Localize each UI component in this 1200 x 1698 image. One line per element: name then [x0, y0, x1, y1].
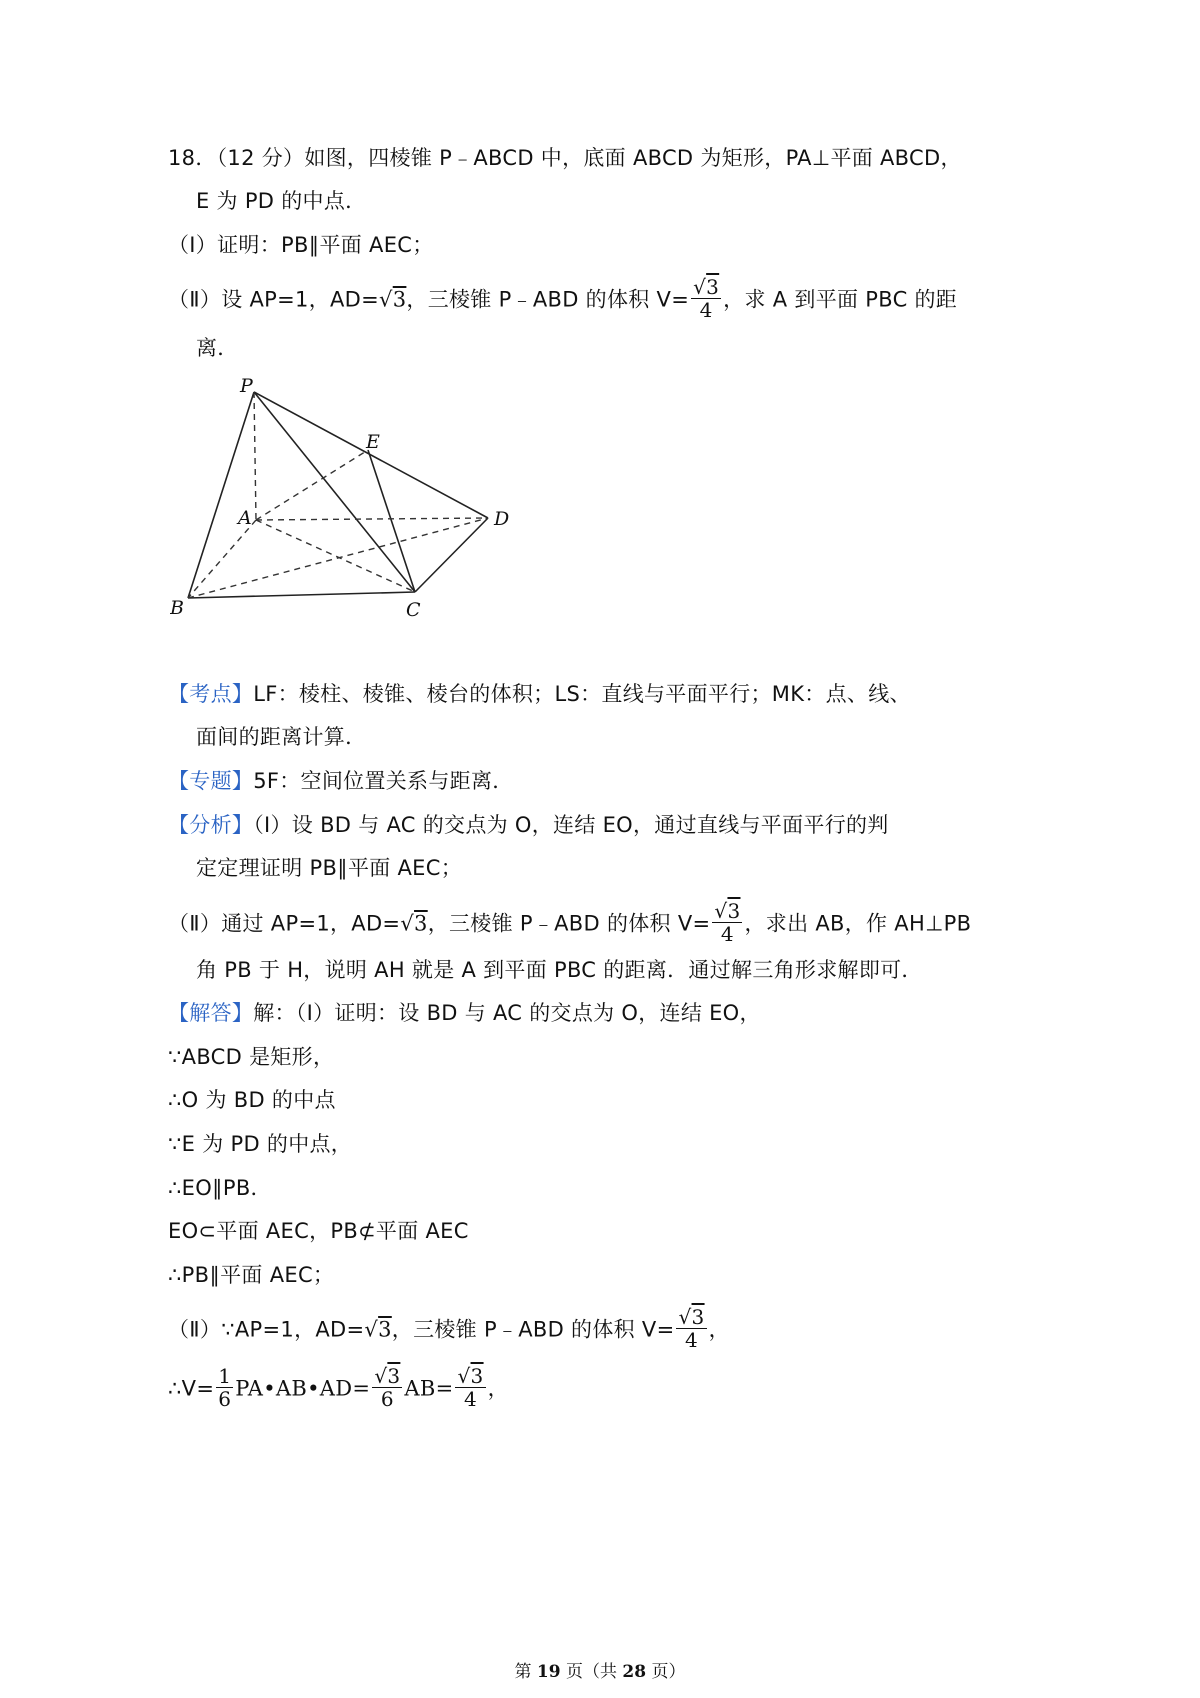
- jieda-line-2: ∵ABCD 是矩形，: [168, 1045, 335, 1069]
- fraction-sqrt3-over-4: $\frac{√3}{4}$: [678, 1305, 705, 1352]
- jieda-line-8: （Ⅱ）∵AP=1，AD=√3，三棱锥 P﹣ABD 的体积 V= $\frac{√3}{4}$ ，: [168, 1305, 730, 1352]
- edge-BC: [188, 592, 415, 598]
- problem-number: 18．: [168, 146, 217, 170]
- edge-PA: [254, 392, 256, 520]
- fraction-sqrt3-over-4: $\frac{√3}{4}$: [714, 899, 741, 946]
- vertex-label-E: E: [366, 431, 380, 453]
- fraction-sqrt3-over-6: $\frac{√3}{6}$: [374, 1364, 401, 1411]
- jieda-line-4: ∵E 为 PD 的中点，: [168, 1132, 353, 1156]
- vertex-label-B: B: [170, 597, 184, 619]
- vertex-label-P: P: [240, 375, 253, 397]
- jieda-tag: 【解答】: [168, 1001, 254, 1025]
- edge-AC: [256, 520, 415, 592]
- page-footer: 第 19 页（共 28 页）: [514, 1662, 686, 1682]
- kaodian-line-1: 【考点】LF：棱柱、棱锥、棱台的体积；LS：直线与平面平行；MK：点、线、: [168, 682, 911, 706]
- fenxi-line-1: 【分析】（Ⅰ）设 BD 与 AC 的交点为 O，连结 EO，通过直线与平面平行的判: [168, 813, 889, 837]
- zhuanti-line: 【专题】5F：空间位置关系与距离．: [168, 769, 514, 793]
- edge-PB: [188, 392, 254, 598]
- edge-AB: [188, 520, 256, 598]
- jieda-line-3: ∴O 为 BD 的中点: [168, 1088, 336, 1112]
- sqrt-3: √3: [379, 287, 407, 312]
- problem-line-2: E 为 PD 的中点．: [196, 189, 367, 213]
- edge-AD: [256, 518, 488, 520]
- total-pages: 28: [622, 1662, 647, 1682]
- edge-PD: [254, 392, 488, 518]
- fenxi-line-3: （Ⅱ）通过 AP=1，AD=√3，三棱锥 P﹣ABD 的体积 V= $\frac{√3}{4}$ ，求出 AB，作 AH⊥PB: [168, 899, 972, 946]
- edge-BD: [188, 518, 488, 598]
- fraction-sqrt3-over-4: $\frac{√3}{4}$: [457, 1364, 484, 1411]
- kaodian-line-2: 面间的距离计算．: [196, 725, 367, 749]
- jieda-line-9: ∴V= $\frac{1}{6}$ PA•AB•AD= $\frac{√3}{6}$ AB= $\frac{√3}{4}$ ，: [168, 1364, 509, 1411]
- sqrt-3: √3: [400, 911, 428, 936]
- edge-AE: [256, 450, 368, 520]
- problem-score: （12 分）: [216, 146, 305, 170]
- problem-part-2-end: 离．: [196, 336, 239, 360]
- problem-part-1: （Ⅰ）证明：PB∥平面 AEC；: [168, 233, 434, 257]
- pyramid-figure: [170, 370, 530, 630]
- vertex-label-C: C: [406, 599, 421, 621]
- fraction-sqrt3-over-4: $\frac{√3}{4}$: [693, 275, 720, 322]
- edge-PC: [254, 392, 415, 592]
- jieda-line-7: ∴PB∥平面 AEC；: [168, 1263, 335, 1287]
- sqrt-3: √3: [364, 1317, 392, 1342]
- vertex-label-A: A: [238, 507, 252, 529]
- zhuanti-tag: 【专题】: [168, 769, 254, 793]
- fenxi-line-2: 定定理证明 PB∥平面 AEC；: [196, 856, 463, 880]
- fraction-1-over-6: $\frac{1}{6}$: [218, 1364, 232, 1411]
- problem-stem: 如图，四棱锥 P﹣ABCD 中，底面 ABCD 为矩形，PA⊥平面 ABCD，: [304, 146, 962, 170]
- fenxi-tag: 【分析】: [168, 813, 254, 837]
- problem-line-1: [168, 143, 962, 173]
- jieda-line-1: 【解答】解：（Ⅰ）证明：设 BD 与 AC 的交点为 O，连结 EO，: [168, 1001, 761, 1025]
- problem-part-2: （Ⅱ）设 AP=1，AD=√3，三棱锥 P﹣ABD 的体积 V= $\frac{√3}{4}$ ，求 A 到平面 PBC 的距: [168, 275, 958, 322]
- edge-CD: [415, 518, 488, 592]
- kaodian-tag: 【考点】: [168, 682, 254, 706]
- edge-EC: [368, 450, 415, 592]
- current-page: 19: [536, 1662, 561, 1682]
- jieda-line-5: ∴EO∥PB．: [168, 1176, 272, 1200]
- jieda-line-6: EO⊂平面 AEC，PB⊄平面 AEC: [168, 1219, 469, 1243]
- fenxi-line-4: 角 PB 于 H，说明 AH 就是 A 到平面 PBC 的距离．通过解三角形求解即可．: [196, 958, 923, 982]
- vertex-label-D: D: [494, 508, 510, 530]
